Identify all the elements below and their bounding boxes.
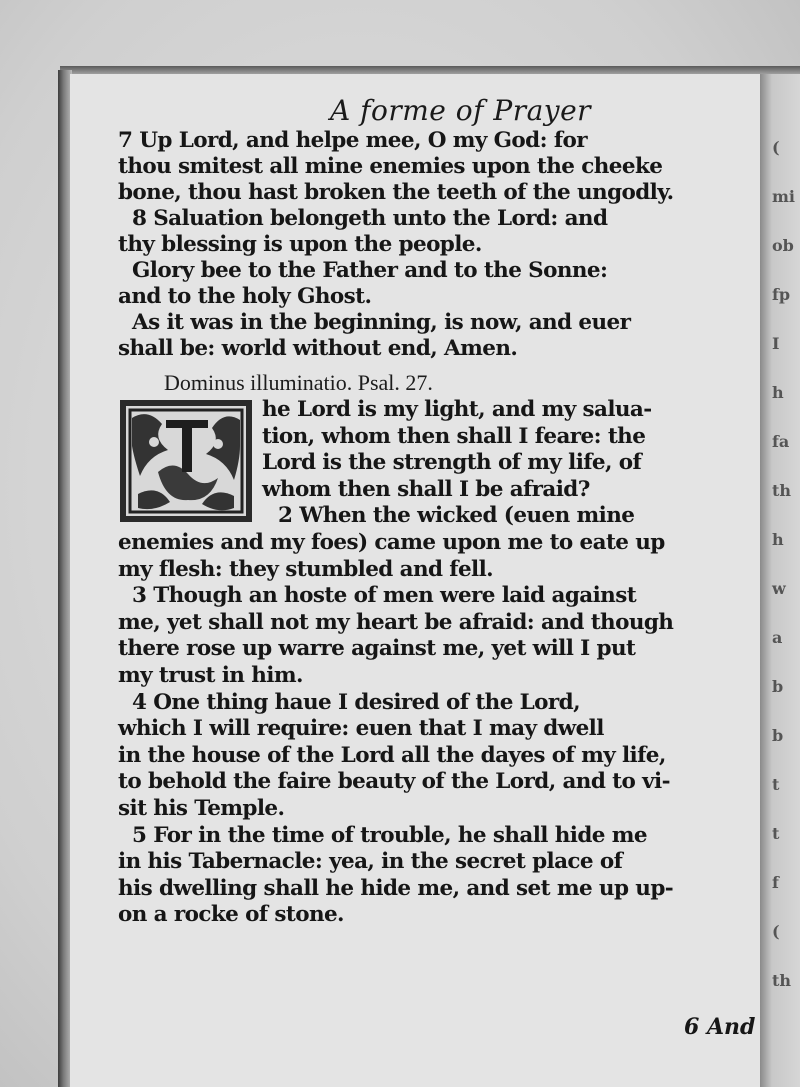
facing-page-fragment: th — [772, 971, 792, 990]
psalm-line: tion, whom then shall I feare: the — [262, 423, 646, 449]
facing-page-fragment: b — [772, 677, 784, 696]
prayer-line: bone, thou hast broken the teeth of the ungodly. — [118, 180, 674, 205]
facing-page-fragment: a — [772, 628, 783, 647]
gloria-line: As it was in the beginning, is now, and euer — [132, 310, 631, 335]
psalm-line: sit his Temple. — [118, 796, 285, 821]
facing-page-fragment: ( — [772, 138, 780, 157]
gloria-line: and to the holy Ghost. — [118, 284, 372, 309]
psalm-line: in the house of the Lord all the dayes of my life, — [118, 742, 666, 768]
psalm-line: me, yet shall not my heart be afraid: and though — [118, 609, 674, 635]
gloria-line: shall be: world without end, Amen. — [118, 336, 518, 361]
facing-page-fragment: h — [772, 530, 784, 549]
psalm-line: there rose up warre against me, yet will I put — [118, 636, 636, 662]
running-title: A forme of Prayer — [330, 94, 592, 127]
psalm-line: 3 Though an hoste of men were laid against — [132, 583, 637, 609]
facing-page-fragment: mi — [772, 187, 796, 206]
facing-page-fragment: w — [772, 579, 786, 598]
facing-page-fragment: b — [772, 726, 784, 745]
psalm-line: enemies and my foes) came upon me to eate up — [118, 530, 665, 555]
prayer-line: 7 Up Lord, and helpe mee, O my God: for — [118, 128, 587, 153]
gloria-line: Glory bee to the Father and to the Sonne: — [132, 258, 608, 283]
facing-page-fragment: ( — [772, 922, 780, 941]
facing-page-fragment: ob — [772, 236, 794, 255]
catchword: 6 And — [684, 1014, 756, 1040]
facing-page-fragment: th — [772, 481, 792, 500]
psalm-line: his dwelling shall he hide me, and set me up up- — [118, 875, 674, 901]
psalm-line: he Lord is my light, and my salua- — [262, 397, 652, 422]
facing-page-fragment: t — [772, 824, 780, 843]
psalm-line: in his Tabernacle: yea, in the secret place of — [118, 849, 623, 875]
psalm-line: 2 When the wicked (euen mine — [278, 503, 635, 529]
facing-page-fragment: t — [772, 775, 780, 794]
psalm-line: Lord is the strength of my life, of — [262, 450, 642, 476]
prayer-line: 8 Saluation belongeth unto the Lord: and — [132, 206, 608, 231]
facing-page-fragment: I — [772, 334, 780, 353]
psalm-line: which I will require: euen that I may dwell — [118, 716, 604, 742]
psalm-line: my trust in him. — [118, 663, 303, 688]
facing-page-fragment: fp — [772, 285, 791, 304]
psalm-line: my flesh: they stumbled and fell. — [118, 556, 494, 582]
psalm-line: 5 For in the time of trouble, he shall hide me — [132, 822, 647, 848]
psalm-line: to behold the faire beauty of the Lord, and to vi- — [118, 769, 670, 795]
facing-page-fragment: fa — [772, 432, 790, 451]
psalm-line: 4 One thing haue I desired of the Lord, — [132, 689, 580, 715]
facing-page-fragment: f — [772, 873, 779, 892]
psalm-heading: Dominus illuminatio. Psal. 27. — [164, 370, 433, 395]
prayer-line: thou smitest all mine enemies upon the cheeke — [118, 154, 663, 179]
facing-page-fragment: h — [772, 383, 784, 402]
prayer-line: thy blessing is upon the people. — [118, 232, 482, 257]
woodcut-initial-icon — [118, 398, 254, 524]
psalm-line: on a rocke of stone. — [118, 902, 344, 928]
psalm-line: whom then shall I be afraid? — [262, 476, 590, 502]
